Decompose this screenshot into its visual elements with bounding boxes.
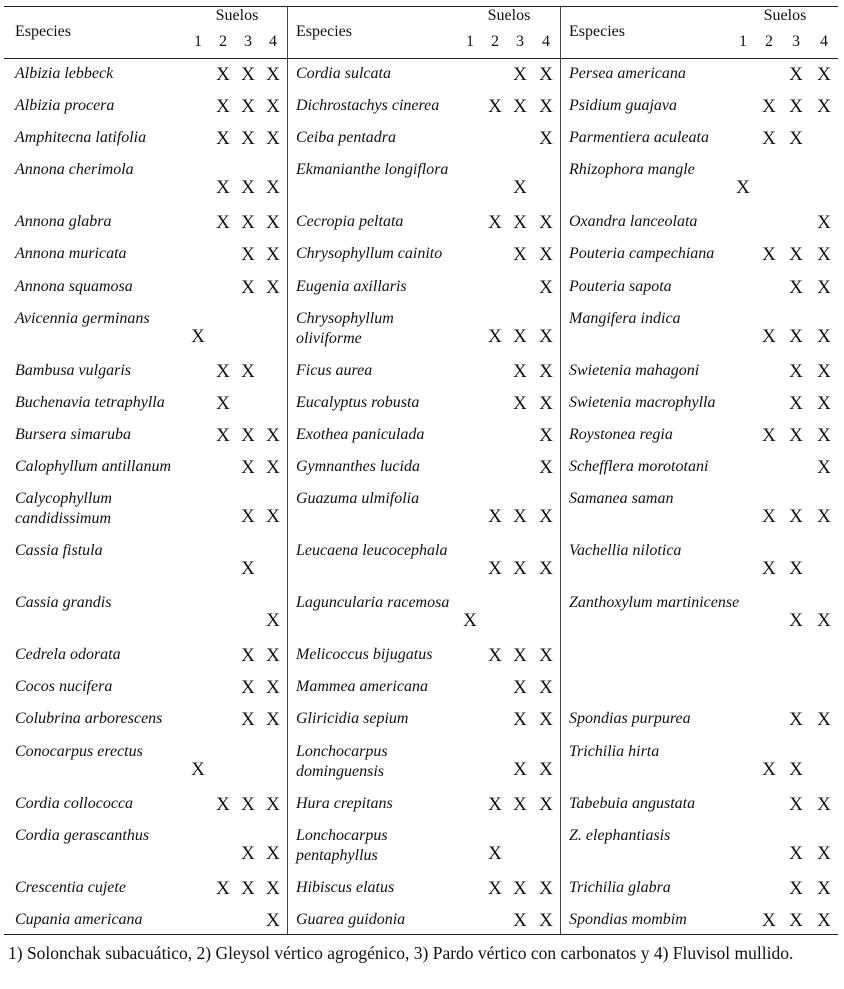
- presence-mark: X: [539, 645, 553, 666]
- species-name: Vachellia nilotica: [569, 542, 682, 559]
- species-name: Calycophyllum candidissimum: [15, 490, 112, 527]
- presence-mark: X: [539, 558, 553, 579]
- species-name: Calophyllum antillanum: [15, 458, 171, 475]
- presence-mark: X: [539, 244, 553, 265]
- presence-mark: X: [817, 506, 831, 527]
- presence-mark: X: [539, 393, 553, 414]
- presence-mark: X: [789, 244, 803, 265]
- presence-mark: X: [513, 645, 527, 666]
- species-name: Bambusa vulgaris: [15, 362, 131, 379]
- species-name: Psidium guajava: [569, 97, 677, 114]
- presence-mark: X: [539, 361, 553, 382]
- presence-mark: X: [789, 326, 803, 347]
- species-name: Dichrostachys cinerea: [296, 97, 440, 114]
- species-name: Zanthoxylum martinicense: [569, 594, 740, 611]
- presence-mark: X: [513, 177, 527, 198]
- presence-mark: X: [266, 878, 280, 899]
- presence-mark: X: [216, 177, 230, 198]
- presence-mark: X: [266, 277, 280, 298]
- presence-mark: X: [216, 212, 230, 233]
- species-name: Cedrela odorata: [15, 646, 121, 663]
- presence-mark: X: [266, 177, 280, 198]
- presence-mark: X: [241, 361, 255, 382]
- species-name: Annona squamosa: [15, 278, 133, 295]
- species-name: Swietenia mahagoni: [569, 362, 700, 379]
- presence-mark: X: [513, 878, 527, 899]
- soils-group-header: Suelos: [763, 7, 807, 24]
- presence-mark: X: [266, 128, 280, 149]
- soil-number-header: 2: [491, 33, 499, 50]
- soil-number-header: 4: [269, 33, 277, 50]
- species-name: Cordia sulcata: [296, 65, 391, 82]
- presence-mark: X: [762, 128, 776, 149]
- species-column-header: Especies: [15, 23, 71, 40]
- presence-mark: X: [488, 645, 502, 666]
- soil-number-header: 3: [792, 33, 800, 50]
- species-name: Spondias purpurea: [569, 710, 691, 727]
- species-name: Pouteria campechiana: [569, 245, 715, 262]
- presence-mark: X: [789, 425, 803, 446]
- presence-mark: X: [241, 457, 255, 478]
- species-name: Samanea saman: [569, 490, 674, 507]
- presence-mark: X: [789, 506, 803, 527]
- species-name: Hibiscus elatus: [296, 879, 395, 896]
- presence-mark: X: [789, 128, 803, 149]
- presence-mark: X: [216, 878, 230, 899]
- species-name: Z. elephantiasis: [569, 827, 671, 844]
- presence-mark: X: [539, 425, 553, 446]
- presence-mark: X: [266, 506, 280, 527]
- presence-mark: X: [513, 326, 527, 347]
- presence-mark: X: [817, 277, 831, 298]
- presence-mark: X: [241, 709, 255, 730]
- presence-mark: X: [513, 96, 527, 117]
- presence-mark: X: [762, 326, 776, 347]
- presence-mark: X: [266, 794, 280, 815]
- presence-mark: X: [539, 277, 553, 298]
- presence-mark: X: [513, 64, 527, 85]
- presence-mark: X: [762, 558, 776, 579]
- species-name: Amphitecna latifolia: [15, 129, 147, 146]
- soil-number-header: 3: [244, 33, 252, 50]
- species-name: Leucaena leucocephala: [296, 542, 448, 559]
- species-column-header: Especies: [296, 23, 352, 40]
- presence-mark: X: [216, 361, 230, 382]
- species-column-header: Especies: [569, 23, 625, 40]
- presence-mark: X: [266, 910, 280, 931]
- presence-mark: X: [539, 506, 553, 527]
- presence-mark: X: [762, 506, 776, 527]
- presence-mark: X: [241, 794, 255, 815]
- presence-mark: X: [762, 910, 776, 931]
- species-name: Trichilia hirta: [569, 743, 660, 760]
- presence-mark: X: [789, 843, 803, 864]
- presence-mark: X: [241, 878, 255, 899]
- species-name: Albizia lebbeck: [15, 65, 114, 82]
- presence-mark: X: [216, 96, 230, 117]
- presence-mark: X: [789, 709, 803, 730]
- species-name: Swietenia macrophylla: [569, 394, 716, 411]
- presence-mark: X: [241, 558, 255, 579]
- presence-mark: X: [488, 794, 502, 815]
- presence-mark: X: [762, 759, 776, 780]
- soil-number-header: 4: [542, 33, 550, 50]
- species-name: Lonchocarpus pentaphyllus: [296, 827, 388, 864]
- species-name: Mangifera indica: [569, 310, 681, 327]
- soil-number-header: 4: [820, 33, 828, 50]
- species-name: Albizia procera: [15, 97, 115, 114]
- species-name: Cassia grandis: [15, 594, 112, 611]
- presence-mark: X: [539, 709, 553, 730]
- presence-mark: X: [789, 277, 803, 298]
- presence-mark: X: [266, 645, 280, 666]
- soils-group-header: Suelos: [487, 7, 531, 24]
- species-name: Colubrina arborescens: [15, 710, 163, 727]
- presence-mark: X: [488, 843, 502, 864]
- presence-mark: X: [817, 361, 831, 382]
- presence-mark: X: [513, 393, 527, 414]
- presence-mark: X: [266, 457, 280, 478]
- presence-mark: X: [216, 393, 230, 414]
- presence-mark: X: [539, 759, 553, 780]
- presence-mark: X: [241, 645, 255, 666]
- presence-mark: X: [789, 558, 803, 579]
- presence-mark: X: [789, 910, 803, 931]
- presence-mark: X: [817, 794, 831, 815]
- species-name: Lonchocarpus dominguensis: [296, 743, 388, 780]
- presence-mark: X: [539, 794, 553, 815]
- column-divider-2: [560, 6, 561, 934]
- species-name: Persea americana: [569, 65, 686, 82]
- presence-mark: X: [266, 610, 280, 631]
- species-name: Exothea paniculada: [296, 426, 425, 443]
- species-name: Tabebuia angustata: [569, 795, 696, 812]
- species-name: Annona muricata: [15, 245, 127, 262]
- species-name: Cupania americana: [15, 911, 143, 928]
- presence-mark: X: [762, 244, 776, 265]
- presence-mark: X: [191, 326, 205, 347]
- species-name: Eucalyptus robusta: [296, 394, 420, 411]
- presence-mark: X: [539, 128, 553, 149]
- species-name: Melicoccus bijugatus: [296, 646, 433, 663]
- presence-mark: X: [241, 843, 255, 864]
- footnote: 1) Solonchak subacuático, 2) Gleysol vértico agrogénico, 3) Pardo vértico con carbonatos y 4) Fluvisol mullido.: [8, 943, 794, 963]
- presence-mark: X: [488, 558, 502, 579]
- presence-mark: X: [216, 425, 230, 446]
- soil-number-header: 1: [739, 33, 747, 50]
- species-name: Annona cherimola: [15, 161, 134, 178]
- species-name: Avicennia germinans: [15, 310, 150, 327]
- presence-mark: X: [817, 610, 831, 631]
- presence-mark: X: [513, 759, 527, 780]
- presence-mark: X: [241, 244, 255, 265]
- presence-mark: X: [817, 244, 831, 265]
- soil-number-header: 2: [219, 33, 227, 50]
- presence-mark: X: [266, 212, 280, 233]
- presence-mark: X: [789, 794, 803, 815]
- presence-mark: X: [216, 128, 230, 149]
- presence-mark: X: [789, 96, 803, 117]
- presence-mark: X: [488, 326, 502, 347]
- species-name: Oxandra lanceolata: [569, 213, 698, 230]
- presence-mark: X: [266, 244, 280, 265]
- species-name: Laguncularia racemosa: [296, 594, 450, 611]
- table-bottom-rule: [4, 934, 838, 935]
- presence-mark: X: [539, 64, 553, 85]
- presence-mark: X: [817, 843, 831, 864]
- species-name: Cecropia peltata: [296, 213, 404, 230]
- soil-number-header: 1: [466, 33, 474, 50]
- presence-mark: X: [266, 96, 280, 117]
- species-name: Gliricidia sepium: [296, 710, 409, 727]
- presence-mark: X: [817, 212, 831, 233]
- presence-mark: X: [216, 64, 230, 85]
- presence-mark: X: [817, 910, 831, 931]
- presence-mark: X: [762, 425, 776, 446]
- presence-mark: X: [817, 457, 831, 478]
- soils-group-header: Suelos: [215, 7, 259, 24]
- presence-mark: X: [488, 878, 502, 899]
- species-name: Buchenavia tetraphylla: [15, 394, 165, 411]
- species-name: Conocarpus erectus: [15, 743, 143, 760]
- soil-number-header: 3: [516, 33, 524, 50]
- presence-mark: X: [817, 709, 831, 730]
- species-name: Ficus aurea: [296, 362, 373, 379]
- presence-mark: X: [266, 425, 280, 446]
- presence-mark: X: [817, 425, 831, 446]
- presence-mark: X: [539, 677, 553, 698]
- presence-mark: X: [241, 96, 255, 117]
- presence-mark: X: [241, 128, 255, 149]
- presence-mark: X: [789, 878, 803, 899]
- presence-mark: X: [241, 277, 255, 298]
- header-bottom-rule: [4, 58, 838, 59]
- presence-mark: X: [513, 794, 527, 815]
- presence-mark: X: [241, 506, 255, 527]
- presence-mark: X: [488, 506, 502, 527]
- presence-mark: X: [513, 677, 527, 698]
- presence-mark: X: [789, 361, 803, 382]
- presence-mark: X: [513, 558, 527, 579]
- presence-mark: X: [539, 878, 553, 899]
- species-name: Cocos nucifera: [15, 678, 113, 695]
- species-name: Annona glabra: [15, 213, 112, 230]
- presence-mark: X: [488, 96, 502, 117]
- presence-mark: X: [762, 96, 776, 117]
- presence-mark: X: [266, 843, 280, 864]
- presence-mark: X: [266, 64, 280, 85]
- species-name: Ekmanianthe longiflora: [296, 161, 449, 178]
- presence-mark: X: [539, 326, 553, 347]
- presence-mark: X: [789, 64, 803, 85]
- species-name: Chrysophyllum oliviforme: [296, 310, 394, 347]
- species-name: Parmentiera aculeata: [569, 129, 709, 146]
- presence-mark: X: [817, 326, 831, 347]
- species-name: Chrysophyllum cainito: [296, 245, 443, 262]
- presence-mark: X: [736, 177, 750, 198]
- presence-mark: X: [539, 910, 553, 931]
- species-name: Mammea americana: [296, 678, 428, 695]
- species-name: Guarea guidonia: [296, 911, 406, 928]
- soil-number-header: 1: [194, 33, 202, 50]
- presence-mark: X: [817, 878, 831, 899]
- presence-mark: X: [191, 759, 205, 780]
- presence-mark: X: [513, 361, 527, 382]
- presence-mark: X: [513, 212, 527, 233]
- species-name: Hura crepitans: [296, 795, 393, 812]
- table-top-rule: [4, 6, 838, 7]
- presence-mark: X: [241, 177, 255, 198]
- species-name: Cordia gerascanthus: [15, 827, 150, 844]
- presence-mark: X: [817, 96, 831, 117]
- species-name: Trichilia glabra: [569, 879, 671, 896]
- presence-mark: X: [789, 759, 803, 780]
- species-name: Eugenia axillaris: [296, 278, 407, 295]
- species-name: Cassia fistula: [15, 542, 103, 559]
- presence-mark: X: [488, 212, 502, 233]
- presence-mark: X: [539, 96, 553, 117]
- presence-mark: X: [789, 610, 803, 631]
- presence-mark: X: [463, 610, 477, 631]
- species-name: Spondias mombim: [569, 911, 687, 928]
- species-name: Ceiba pentadra: [296, 129, 396, 146]
- species-name: Cordia collococca: [15, 795, 134, 812]
- species-name: Pouteria sapota: [569, 278, 672, 295]
- soil-number-header: 2: [765, 33, 773, 50]
- species-name: Guazuma ulmifolia: [296, 490, 420, 507]
- species-name: Bursera simaruba: [15, 426, 132, 443]
- presence-mark: X: [241, 425, 255, 446]
- species-name: Rhizophora mangle: [569, 161, 695, 178]
- presence-mark: X: [266, 677, 280, 698]
- presence-mark: X: [513, 244, 527, 265]
- presence-mark: X: [513, 506, 527, 527]
- species-name: Gymnanthes lucida: [296, 458, 420, 475]
- species-name: Crescentia cujete: [15, 879, 126, 896]
- presence-mark: X: [789, 393, 803, 414]
- presence-mark: X: [216, 794, 230, 815]
- presence-mark: X: [817, 393, 831, 414]
- presence-mark: X: [513, 709, 527, 730]
- presence-mark: X: [241, 677, 255, 698]
- column-divider-1: [287, 6, 288, 934]
- presence-mark: X: [539, 212, 553, 233]
- species-name: Roystonea regia: [569, 426, 673, 443]
- presence-mark: X: [817, 64, 831, 85]
- presence-mark: X: [241, 64, 255, 85]
- presence-mark: X: [241, 212, 255, 233]
- species-name: Schefflera morototani: [569, 458, 709, 475]
- presence-mark: X: [513, 910, 527, 931]
- presence-mark: X: [266, 709, 280, 730]
- presence-mark: X: [539, 457, 553, 478]
